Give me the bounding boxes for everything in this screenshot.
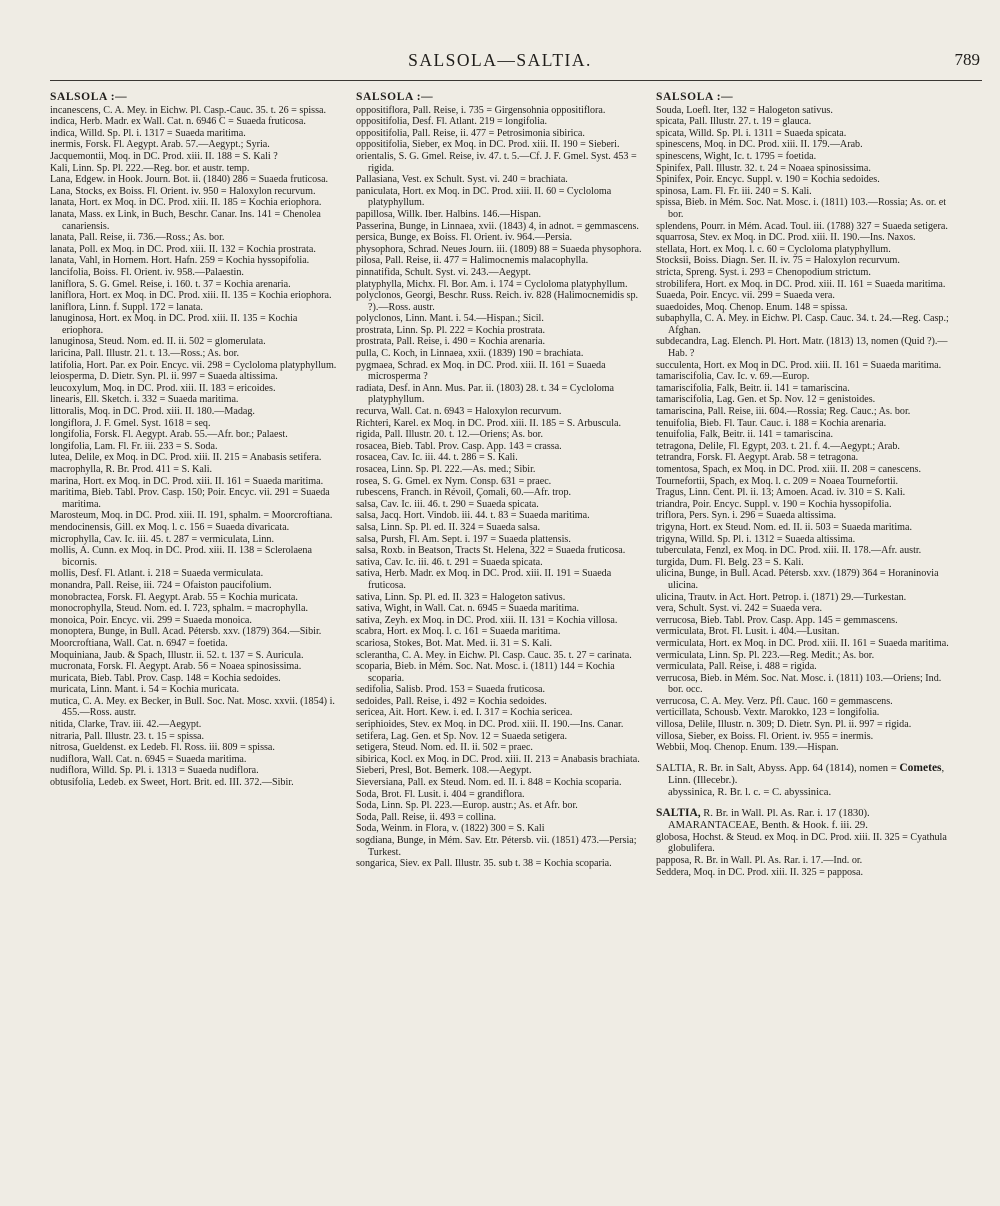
index-entry: Souda, Loefl. Iter, 132 = Halogeton sativus.: [656, 104, 833, 116]
index-entry: monandra, Pall. Reise, iii. 724 = Ofaiston paucifolium.: [50, 579, 272, 591]
header-rule: [50, 80, 982, 81]
index-entry: salsa, Roxb. in Beatson, Tracts St. Helena, 322 = Suaeda fruticosa.: [356, 545, 626, 557]
index-entry: monoptera, Bunge, in Bull. Acad. Pétersb. xxv. (1879) 364.—Sibir.: [50, 626, 322, 638]
index-entry: salsa, Jacq. Hort. Vindob. iii. 44. t. 83 = Suaeda maritima.: [356, 510, 590, 522]
index-entry: tenuifolia, Bieb. Fl. Taur. Cauc. i. 188 = Kochia arenaria.: [656, 417, 887, 429]
index-entry: polyclonos, Linn. Mant. i. 54.—Hispan.; Sicil.: [356, 313, 544, 325]
index-entry: tamariscifolia, Cav. Ic. v. 69.—Europ.: [656, 371, 810, 383]
index-entry: rosacea, Cav. Ic. iii. 44. t. 286 = S. Kali.: [356, 452, 518, 464]
index-entry: Moorcroftiana, Wall. Cat. n. 6947 = foetida.: [50, 637, 228, 649]
index-entry: villosa, Delile, Illustr. n. 309; D. Dietr. Syn. Pl. ii. 997 = rigida.: [656, 719, 912, 731]
index-entry: littoralis, Moq. in DC. Prod. xiii. II. 180.—Madag.: [50, 406, 255, 418]
index-entry: orientalis, S. G. Gmel. Reise, iv. 47. t. 5.—Cf. J. F. Gmel. Syst. 453 = rigida.: [356, 150, 637, 174]
index-entry: spinosa, Lam. Fl. Fr. iii. 240 = S. Kali.: [656, 185, 812, 197]
index-entry: paniculata, Hort. ex Moq. in DC. Prod. xiii. II. 60 = Cycloloma platyphyllum.: [356, 185, 612, 209]
index-entry: longifolia, Lam. Fl. Fr. iii. 233 = S. Soda.: [50, 440, 218, 452]
index-entry: salsa, Cav. Ic. iii. 46. t. 290 = Suaeda spicata.: [356, 498, 539, 510]
index-entry: triflora, Pers. Syn. i. 296 = Suaeda altissima.: [656, 510, 837, 522]
index-entry: spicata, Pall. Illustr. 27. t. 19 = glauca.: [656, 116, 812, 128]
index-entry: obtusifolia, Ledeb. ex Sweet, Hort. Brit. ed. III. 372.—Sibir.: [50, 777, 294, 789]
saltia-genus-name: SALTIA,: [656, 806, 701, 819]
index-entry: spinescens, Moq. in DC. Prod. xiii. II. 179.—Arab.: [656, 139, 863, 151]
index-entry: sedoides, Pall. Reise, i. 492 = Kochia sedoides.: [356, 695, 547, 707]
index-entry: oppositifolia, Pall. Reise, ii. 477 = Petrosimonia sibirica.: [356, 127, 585, 139]
index-entry: tetrandra, Forsk. Fl. Aegypt. Arab. 58 = tetragona.: [656, 452, 859, 464]
column-1: [50, 92, 340, 1188]
page-header: [0, 44, 1000, 80]
index-entry: spinescens, Wight, Ic. t. 1795 = foetida.: [656, 150, 817, 162]
index-entry: vera, Schult. Syst. vi. 242 = Suaeda vera.: [656, 603, 823, 615]
index-entry: Spinifex, Pall. Illustr. 32. t. 24 = Noaea spinosissima.: [656, 162, 871, 174]
page-number: 789: [954, 50, 980, 69]
index-entry: sativa, Herb. Madr. ex Moq. in DC. Prod. xiii. II. 191 = Suaeda fruticosa.: [356, 568, 612, 591]
index-entry: radiata, Desf. in Ann. Mus. Par. ii. (1803) 28. t. 34 = Cycloloma platyphyllum.: [356, 382, 615, 406]
index-entry: Seddera, Moq. in DC. Prod. xiii. II. 325 = papposa.: [656, 866, 863, 878]
index-entry: ulicina, Trautv. in Act. Hort. Petrop. i. (1871) 29.—Turkestan.: [656, 591, 907, 603]
index-entry: muricata, Linn. Mant. i. 54 = Kochia muricata.: [50, 684, 240, 696]
index-entry: indica, Willd. Sp. Pl. i. 1317 = Suaeda maritima.: [50, 127, 246, 139]
saltia-nomen-tail: , Linn. (Illecebr.).: [668, 762, 945, 786]
index-entry: nudiflora, Wall. Cat. n. 6945 = Suaeda maritima.: [50, 753, 247, 765]
index-entry: nudiflora, Willd. Sp. Pl. i. 1313 = Suaeda nudiflora.: [50, 765, 259, 777]
column-heading: SALSOLA :—: [356, 92, 434, 103]
index-entry: Soda, Pall. Reise, ii. 493 = collina.: [356, 811, 496, 823]
index-entry: villosa, Sieber, ex Boiss. Fl. Orient. iv. 955 = inermis.: [656, 730, 874, 742]
index-entry: squarrosa, Stev. ex Moq. in DC. Prod. xiii. II. 190.—Ins. Naxos.: [656, 232, 916, 244]
index-entry: sogdiana, Bunge, in Mém. Sav. Etr. Pétersb. vii. (1851) 473.—Persia; Turkest.: [356, 835, 637, 858]
saltia-genus-rest: R. Br. in Wall. Pl. As. Rar. i. 17 (1830). AMARANTACEAE, Benth. & Hook. f. iii. 29.: [668, 807, 870, 831]
index-entry: lanuginosa, Hort. ex Moq. in DC. Prod. xiii. II. 135 = Kochia eriophora.: [50, 313, 298, 336]
column-heading: SALSOLA :—: [656, 92, 734, 103]
index-entry: papposa, R. Br. in Wall. Pl. As. Rar. i. 17.—Ind. or.: [656, 855, 863, 867]
index-entry: pilosa, Pall. Reise, ii. 477 = Halimocnemis malacophylla.: [356, 255, 589, 267]
index-entry: physophora, Schrad. Neues Journ. iii. (1809) 88 = Suaeda physophora.: [356, 243, 642, 255]
index-entry: nitraria, Pall. Illustr. 23. t. 15 = spissa.: [50, 730, 205, 742]
index-entry: tetragona, Delile, Fl. Egypt, 203. t. 21. f. 4.—Aegypt.; Arab.: [656, 440, 900, 452]
index-entry: sericea, Ait. Hort. Kew. i. ed. I. 317 = Kochia sericea.: [356, 707, 573, 719]
index-entry: tuberculata, Fenzl, ex Moq. in DC. Prod. xiii. II. 178.—Afr. austr.: [656, 545, 922, 557]
index-entry: Suaeda, Poir. Encyc. vii. 299 = Suaeda vera.: [656, 290, 835, 302]
index-entry: setigera, Steud. Nom. ed. II. ii. 502 = praec.: [356, 742, 533, 754]
index-entry: oppositifolia, Sieber, ex Moq. in DC. Prod. xiii. II. 190 = Sieberi.: [356, 139, 620, 151]
index-entry: platyphylla, Michx. Fl. Bor. Am. i. 174 = Cycloloma platyphyllum.: [356, 278, 628, 290]
index-entry: prostrata, Linn. Sp. Pl. 222 = Kochia prostrata.: [356, 324, 546, 336]
index-entry: Webbii, Moq. Chenop. Enum. 139.—Hispan.: [656, 742, 839, 754]
index-entry: rubescens, Franch. in Révoil, Çomali, 60.—Afr. trop.: [356, 487, 572, 499]
index-entry: indica, Herb. Madr. ex Wall. Cat. n. 6946 C = Suaeda fruticosa.: [50, 116, 306, 128]
index-entry: Marosteum, Moq. in DC. Prod. xiii. II. 191, sphalm. = Moorcroftiana.: [50, 510, 333, 522]
index-entry: rosacea, Linn. Sp. Pl. 222.—As. med.; Sibir.: [356, 464, 536, 475]
index-entry: marina, Hort. ex Moq. in DC. Prod. xiii. II. 161 = Suaeda maritima.: [50, 475, 324, 487]
index-entry: sativa, Linn. Sp. Pl. ed. II. 323 = Halogeton sativus.: [356, 591, 566, 603]
index-entry: recurva, Wall. Cat. n. 6943 = Haloxylon recurvum.: [356, 406, 562, 418]
index-entry: vermiculata, Pall. Reise, i. 488 = rigida.: [656, 661, 817, 673]
index-entry: sclerantha, C. A. Mey. in Eichw. Pl. Casp. Cauc. 35. t. 27 = carinata.: [356, 649, 632, 661]
index-entry: Sieberi, Presl, Bot. Bemerk. 108.—Aegypt.: [356, 765, 532, 777]
index-entry: splendens, Pourr. in Mém. Acad. Toul. iii. (1788) 327 = Suaeda setigera.: [656, 220, 948, 232]
index-entry: songarica, Siev. ex Pall. Illustr. 35. sub t. 38 = Kochia scoparia.: [356, 858, 612, 870]
index-entry: Moquiniana, Jaub. & Spach, Illustr. ii. 52. t. 137 = S. Auricula.: [50, 649, 304, 661]
index-entry: mucronata, Forsk. Fl. Aegypt. Arab. 56 = Noaea spinosissima.: [50, 661, 302, 673]
index-entry: rosacea, Bieb. Tabl. Prov. Casp. App. 143 = crassa.: [356, 440, 562, 452]
index-entry: verrucosa, C. A. Mey. Verz. Pfl. Cauc. 160 = gemmascens.: [656, 695, 893, 707]
index-entry: vermiculata, Brot. Fl. Lusit. i. 404.—Lusitan.: [656, 626, 840, 638]
index-entry: rigida, Pall. Illustr. 20. t. 12.—Oriens; As. bor.: [356, 429, 544, 441]
index-entry: Passerina, Bunge, in Linnaea, xvii. (1843) 4, in adnot. = gemmascens.: [356, 220, 639, 232]
index-entry: microphylla, Cav. Ic. iii. 45. t. 287 = vermiculata, Linn.: [50, 533, 274, 545]
saltia-nomen-lead: SALTIA, R. Br. in Salt, Abyss. App. 64 (1814), nomen =: [656, 762, 897, 774]
index-entry: trigyna, Hort. ex Steud. Nom. ed. II. ii. 503 = Suaeda maritima.: [656, 521, 913, 533]
index-entry: inermis, Forsk. Fl. Aegypt. Arab. 57.—Aegypt.; Syria.: [50, 139, 270, 151]
index-entry: scoparia, Bieb. in Mém. Soc. Nat. Mosc. i. (1811) 144 = Kochia scoparia.: [356, 661, 615, 684]
index-entry: monoica, Poir. Encyc. vii. 299 = Suaeda monoica.: [50, 614, 252, 626]
index-entry: stricta, Spreng. Syst. i. 293 = Chenopodium strictum.: [656, 266, 871, 278]
index-entry: nitrosa, Gueldenst. ex Ledeb. Fl. Ross. iii. 809 = spissa.: [50, 742, 275, 754]
index-entry: lanuginosa, Steud. Nom. ed. II. ii. 502 = glomerulata.: [50, 336, 266, 348]
index-entry: mutica, C. A. Mey. ex Becker, in Bull. Soc. Nat. Mosc. xxvii. (1854) i. 455.—Ross. austr.: [50, 695, 335, 719]
index-entry: sibirica, Kocl. ex Moq. in DC. Prod. xiii. II. 213 = Anabasis brachiata.: [356, 753, 640, 765]
index-entry: mendocinensis, Gill. ex Moq. l. c. 156 = Suaeda divaricata.: [50, 521, 290, 533]
index-entry: Soda, Weinm. in Flora, v. (1822) 300 = S. Kali: [356, 823, 545, 835]
index-entry: lanata, Hort. ex Moq. in DC. Prod. xiii. II. 185 = Kochia eriophora.: [50, 197, 322, 209]
index-entry: triandra, Poir. Encyc. Suppl. v. 190 = Kochia hyssopifolia.: [656, 498, 892, 510]
index-entry: spissa, Bieb. in Mém. Soc. Nat. Mosc. i. (1811) 103.—Rossia; As. or. et bor.: [656, 197, 947, 220]
index-entry: tamariscina, Pall. Reise, iii. 604.—Rossia; Reg. Cauc.; As. bor.: [656, 406, 911, 418]
index-entry: salsa, Pursh, Fl. Am. Sept. i. 197 = Suaeda plattensis.: [356, 533, 571, 545]
index-entry: trigyna, Willd. Sp. Pl. i. 1312 = Suaeda altissima.: [656, 533, 856, 545]
index-entry: monobractea, Forsk. Fl. Aegypt. Arab. 55 = Kochia muricata.: [50, 591, 298, 603]
index-entry: lanata, Mass. ex Link, in Buch, Beschr. Canar. Ins. 141 = Chenolea canariensis.: [50, 208, 321, 232]
index-entry: oppositiflora, Pall. Reise, i. 735 = Girgensohnia oppositiflora.: [356, 104, 606, 116]
index-entry: pygmaea, Schrad. ex Moq. in DC. Prod. xiii. II. 161 = Suaeda microsperma ?: [356, 359, 606, 383]
saltia-nomen-sub: abyssinica, R. Br. l. c. = C. abyssinica.: [668, 786, 832, 798]
index-entry: verrucosa, Bieb. in Mém. Soc. Nat. Mosc. i. (1811) 103.—Oriens; Ind. bor. occ.: [656, 672, 942, 696]
index-entry: ulicina, Bunge, in Bull. Acad. Pétersb. xxv. (1879) 364 = Horaninovia ulicina.: [656, 568, 939, 591]
index-entry: prostrata, Pall. Reise, i. 490 = Kochia arenaria.: [356, 336, 546, 348]
index-entry: vermiculata, Hort. ex Moq. in DC. Prod. xiii. II. 161 = Suaeda maritima.: [656, 637, 949, 649]
index-entry: oppositifolia, Desf. Fl. Atlant. 219 = longifolia.: [356, 116, 548, 128]
index-entry: muricata, Bieb. Tabl. Prov. Casp. 148 = Kochia sedoides.: [50, 672, 281, 684]
index-entry: seriphioides, Stev. ex Moq. in DC. Prod. xiii. II. 190.—Ins. Canar.: [356, 719, 624, 731]
index-entry: lancifolia, Boiss. Fl. Orient. iv. 958.—Palaestin.: [50, 266, 244, 278]
index-entry: verrucosa, Bieb. Tabl. Prov. Casp. App. 145 = gemmascens.: [656, 614, 898, 626]
index-entry: Sieversiana, Pall. ex Steud. Nom. ed. II. i. 848 = Kochia scoparia.: [356, 777, 622, 789]
index-entry: lutea, Delile, ex Moq. in DC. Prod. xiii. II. 215 = Anabasis setifera.: [50, 452, 322, 464]
index-entry: Kali, Linn. Sp. Pl. 222.—Reg. bor. et austr. temp.: [50, 162, 250, 174]
column-3: [656, 92, 956, 1188]
index-entry: leiosperma, D. Dietr. Syn. Pl. ii. 997 = Suaeda altissima.: [50, 371, 278, 383]
index-entry: mollis, Desf. Fl. Atlant. i. 218 = Suaeda vermiculata.: [50, 568, 264, 580]
index-entry: subdecandra, Lag. Elench. Pl. Hort. Matr. (1813) 13, nomen (Quid ?).—Hab. ?: [656, 336, 948, 360]
index-entry: rosea, S. G. Gmel. ex Nym. Consp. 631 = praec.: [356, 475, 552, 487]
index-entry: latifolia, Hort. Par. ex Poir. Encyc. vii. 298 = Cycloloma platyphyllum.: [50, 359, 337, 371]
index-entry: incanescens, C. A. Mey. in Eichw. Pl. Casp.-Cauc. 35. t. 26 = spissa.: [50, 104, 327, 116]
index-entry: suaedoides, Moq. Chenop. Enum. 148 = spissa.: [656, 301, 848, 313]
saltia-nomen-genus: Cometes: [899, 761, 942, 774]
index-entry: Lana, Stocks, ex Boiss. Fl. Orient. iv. 950 = Haloxylon recurvum.: [50, 185, 316, 197]
index-entry: sativa, Zeyh. ex Moq. in DC. Prod. xiii. II. 131 = Kochia villosa.: [356, 614, 618, 626]
index-entry: macrophylla, R. Br. Prod. 411 = S. Kali.: [50, 464, 213, 475]
index-entry: setifera, Lag. Gen. et Sp. Nov. 12 = Suaeda setigera.: [356, 730, 568, 742]
index-entry: tamariscifolia, Falk, Beitr. ii. 141 = tamariscina.: [656, 382, 850, 394]
index-entry: longiflora, J. F. Gmel. Syst. 1618 = seq.: [50, 417, 211, 429]
index-entry: stellata, Hort. ex Moq. l. c. 60 = Cycloloma platyphyllum.: [656, 243, 891, 255]
index-entry: scabra, Hort. ex Moq. l. c. 161 = Suaeda maritima.: [356, 626, 561, 638]
index-entry: persica, Bunge, ex Boiss. Fl. Orient. iv. 964.—Persia.: [356, 232, 573, 244]
index-entry: lanata, Pall. Reise, ii. 736.—Ross.; As. bor.: [50, 232, 225, 244]
index-entry: longifolia, Forsk. Fl. Aegypt. Arab. 55.—Afr. bor.; Palaest.: [50, 429, 288, 441]
index-entry: tenuifolia, Falk, Beitr. ii. 141 = tamariscina.: [656, 429, 833, 441]
index-entry: linearis, Ell. Sketch. i. 332 = Suaeda maritima.: [50, 394, 239, 406]
index-entry: turgida, Dum. Fl. Belg. 23 = S. Kali.: [656, 556, 804, 568]
index-entry: Soda, Brot. Fl. Lusit. i. 404 = grandiflora.: [356, 788, 525, 800]
index-entry: spicata, Willd. Sp. Pl. i. 1311 = Suaeda spicata.: [656, 127, 847, 139]
index-entry: maritima, Bieb. Tabl. Prov. Casp. 150; Poir. Encyc. vii. 291 = Suaeda maritima.: [50, 487, 330, 510]
index-entry: Lana, Edgew. in Hook. Journ. Bot. ii. (1840) 286 = Suaeda fruticosa.: [50, 174, 329, 186]
index-entry: laniflora, S. G. Gmel. Reise, i. 160. t. 37 = Kochia arenaria.: [50, 278, 291, 290]
index-entry: papillosa, Willk. Iber. Halbins. 146.—Hispan.: [356, 208, 541, 220]
index-entry: scariosa, Stokes, Bot. Mat. Med. ii. 31 = S. Kali.: [356, 637, 553, 649]
index-entry: nitida, Clarke, Trav. iii. 42.—Aegypt.: [50, 719, 202, 731]
index-entry: lanata, Vahl, in Hornem. Hort. Hafn. 259 = Kochia hyssopifolia.: [50, 255, 310, 267]
index-entry: Spinifex, Poir. Encyc. Suppl. v. 190 = Kochia sedoides.: [656, 174, 880, 186]
index-entry: strobilifera, Hort. ex Moq. in DC. Prod. xiii. II. 161 = Suaeda maritima.: [656, 278, 946, 290]
index-entry: monocrophylla, Steud. Nom. ed. I. 723, sphalm. = macrophylla.: [50, 603, 308, 615]
index-entry: Soda, Linn. Sp. Pl. 223.—Europ. austr.; As. et Afr. bor.: [356, 800, 578, 812]
index-entry: tamariscifolia, Lag. Gen. et Sp. Nov. 12 = genistoides.: [656, 394, 876, 406]
column-2: [356, 92, 646, 1188]
index-entry: laniflora, Linn. f. Suppl. 172 = lanata.: [50, 301, 203, 313]
index-entry: tomentosa, Spach, ex Moq. in DC. Prod. xiii. II. 208 = canescens.: [656, 464, 922, 475]
index-entry: Stocksii, Boiss. Diagn. Ser. II. iv. 75 = Haloxylon recurvum.: [656, 255, 900, 267]
column-heading: SALSOLA :—: [50, 92, 128, 103]
index-entry: Pallasiana, Vest. ex Schult. Syst. vi. 240 = brachiata.: [356, 174, 568, 186]
index-entry: subaphylla, C. A. Mey. in Eichw. Pl. Casp. Cauc. 34. t. 24.—Reg. Casp.; Afghan.: [656, 313, 949, 336]
index-entry: Tournefortii, Spach, ex Moq. l. c. 209 = Noaea Tournefortii.: [656, 475, 899, 487]
index-entry: Tragus, Linn. Cent. Pl. ii. 13; Amoen. Acad. iv. 310 = S. Kali.: [656, 487, 906, 499]
index-entry: sativa, Cav. Ic. iii. 46. t. 291 = Suaeda spicata.: [356, 556, 543, 568]
saltia-genus-entry: [656, 807, 956, 832]
index-entry: sativa, Wight, in Wall. Cat. n. 6945 = Suaeda maritima.: [356, 603, 580, 615]
index-entry: globosa, Hochst. & Steud. ex Moq. in DC. Prod. xiii. II. 325 = Cyathula globulifera.: [656, 831, 947, 855]
index-entry: laniflora, Hort. ex Moq. in DC. Prod. xiii. II. 135 = Kochia eriophora.: [50, 290, 332, 302]
index-entry: polyclonos, Georgi, Beschr. Russ. Reich. iv. 828 (Halimocnemidis sp. ?).—Ross. austr.: [356, 290, 639, 313]
index-entry: succulenta, Hort. ex Moq in DC. Prod. xiii. II. 161 = Suaeda maritima.: [656, 359, 942, 371]
index-entry: vermiculata, Linn. Sp. Pl. 223.—Reg. Medit.; As. bor.: [656, 649, 875, 661]
saltia-nomen-entry: [656, 762, 956, 799]
index-entry: laricina, Pall. Illustr. 21. t. 13.—Ross.; As. bor.: [50, 348, 239, 360]
index-entry: Jacquemontii, Moq. in DC. Prod. xiii. II. 188 = S. Kali ?: [50, 150, 278, 162]
index-entry: lanata, Poll. ex Moq. in DC. Prod. xiii. II. 132 = Kochia prostrata.: [50, 243, 316, 255]
index-entry: salsa, Linn. Sp. Pl. ed. II. 324 = Suaeda salsa.: [356, 521, 540, 533]
index-entry: sedifolia, Salisb. Prod. 153 = Suaeda fruticosa.: [356, 684, 546, 696]
index-entry: verticillata, Schousb. Vextr. Marokko, 123 = longifolia.: [656, 707, 880, 719]
index-entry: pulla, C. Koch, in Linnaea, xxii. (1839) 190 = brachiata.: [356, 348, 584, 360]
index-entry: mollis, A. Cunn. ex Moq. in DC. Prod. xiii. II. 138 = Sclerolaena bicornis.: [50, 545, 312, 568]
index-entry: leucoxylum, Moq. in DC. Prod. xiii. II. 183 = ericoides.: [50, 382, 276, 394]
index-entry: pinnatifida, Schult. Syst. vi. 243.—Aegypt.: [356, 266, 531, 278]
page-title: SALSOLA—SALTIA.: [408, 50, 592, 70]
index-entry: Richteri, Karel. ex Moq. in DC. Prod. xiii. II. 185 = S. Arbuscula.: [356, 417, 622, 429]
